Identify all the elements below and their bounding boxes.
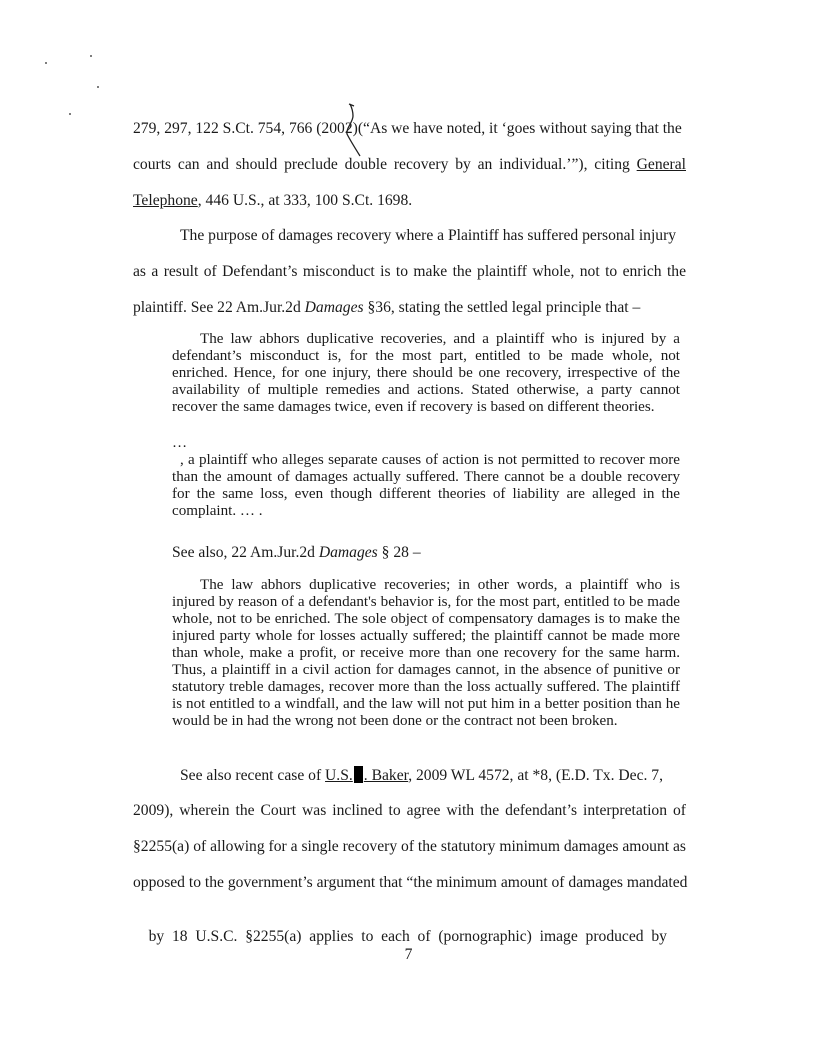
body-text: by 18 U.S.C. §2255(a) applies to each of (pornographic) image produced by <box>148 928 667 945</box>
body-line <box>133 838 686 856</box>
body-line <box>180 766 686 785</box>
body-text: See also, 22 Am.Jur.2d <box>172 544 319 561</box>
body-text: The purpose of damages recovery where a Plaintiff has suffered personal injury <box>180 227 677 244</box>
case-link[interactable]: U.S. <box>325 767 353 784</box>
block-quote <box>172 577 680 730</box>
scan-speck <box>97 86 99 88</box>
scan-speck <box>90 55 92 57</box>
case-link[interactable]: Telephone <box>133 192 198 209</box>
case-link[interactable]: General <box>636 156 686 173</box>
see-also-line <box>172 544 421 562</box>
body-text: § 28 – <box>377 544 421 561</box>
italic-text: Damages <box>304 299 364 316</box>
redaction-block <box>354 766 363 783</box>
body-line <box>133 874 686 892</box>
body-line <box>133 802 686 820</box>
italic-text: Damages <box>318 544 378 561</box>
body-text: 2009), wherein the Court was inclined to agree with the defendant’s interpretation of <box>133 802 686 819</box>
scan-speck <box>69 113 71 115</box>
body-text: See also recent case of <box>180 767 326 784</box>
quote-paragraph: The law abhors duplicative recoveries, and a plaintiff who is injured by a defendant’s misconduct is, for the most part, entitled to be made whole, not enriched. Hence, for one injury, there should be one recovery, irrespective of the availability of multiple remedies and actions. Stated otherwise, a party cannot recover the same damages twice, even if recovery is based on different theories. <box>172 331 680 415</box>
body-text: as a result of Defendant’s misconduct is to make the plaintiff whole, not to enrich the <box>133 263 686 280</box>
citation-text: 279, 297, 122 S.Ct. 754, 766 (2002) <box>133 120 358 137</box>
body-line <box>133 120 686 138</box>
block-quote <box>172 452 680 520</box>
ellipsis: … <box>172 435 188 451</box>
case-link[interactable]: . Baker <box>363 767 409 784</box>
page-number: 7 <box>404 946 413 963</box>
body-line <box>133 299 686 317</box>
body-text: opposed to the government’s argument that “the minimum amount of damages mandated <box>133 874 688 891</box>
block-quote <box>172 331 680 416</box>
body-text: §2255(a) of allowing for a single recovery of the statutory minimum damages amount as <box>133 838 686 855</box>
body-line <box>180 227 686 245</box>
body-text: , 2009 WL 4572, at *8, (E.D. Tx. Dec. 7, <box>408 767 663 784</box>
quote-paragraph: , a plaintiff who alleges separate causes of action is not permitted to recover more than the amount of damages actually suffered. There cannot be a double recovery for the same loss, even though different theories of liability are alleged in the complaint. … . <box>172 452 680 519</box>
scan-speck <box>45 62 47 64</box>
quote-paragraph: The law abhors duplicative recoveries; in other words, a plaintiff who is injured by reason of a defendant's behavior is, for the most part, entitled to be made whole, not to be enriched. The sole object of compensatory damages is to make the injured party whole for losses actually suffered; the plaintiff cannot be made more than whole, make a profit, or receive more than one recovery for the same harm. Thus, a plaintiff in a civil action for damages cannot, in the absence of punitive or statutory treble damages, recover more than the loss actually suffered. The plaintiff is not entitled to a windfall, and the law will not put him in a better position than he would be in had the wrong not been done or the contract not been broken. <box>172 577 680 729</box>
body-text: , 446 U.S., at 333, 100 S.Ct. 1698. <box>197 192 413 209</box>
citation-text: (“As we have noted, it ‘goes without saying that the <box>357 120 682 137</box>
body-text: plaintiff. See 22 Am.Jur.2d <box>133 299 305 316</box>
body-line <box>133 263 686 281</box>
body-text: courts can and should preclude double recovery by an individual.’”), citing <box>133 156 637 173</box>
body-line <box>133 156 686 174</box>
body-line <box>133 192 686 210</box>
handwritten-mark <box>340 100 370 162</box>
body-text: §36, stating the settled legal principle that – <box>363 299 641 316</box>
